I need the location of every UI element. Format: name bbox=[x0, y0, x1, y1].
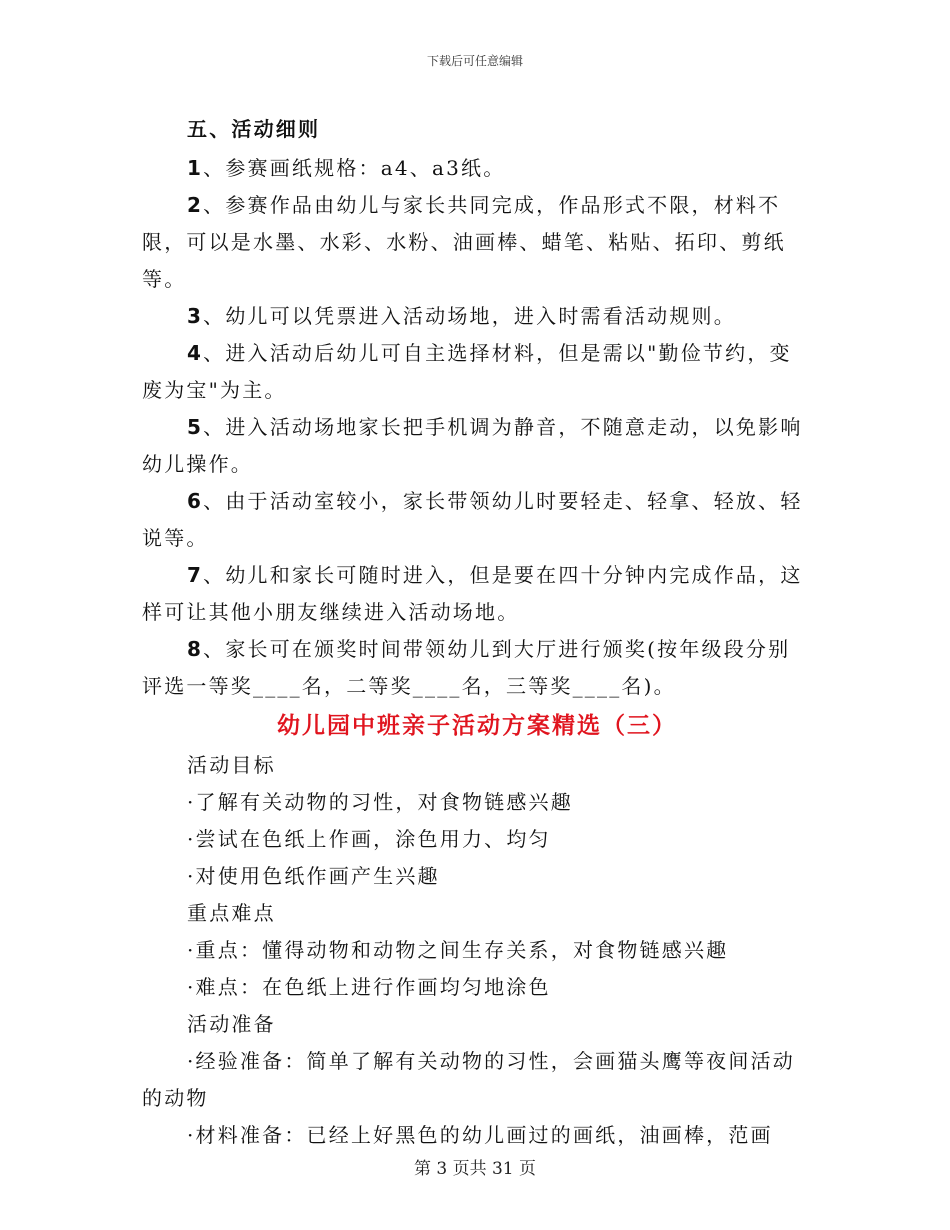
rule-item-8: 8、家长可在颁奖时间带领幼儿到大厅进行颁奖(按年级段分别评选一等奖____名，二等奖____名，三等奖____名)。 bbox=[142, 637, 791, 698]
rule-item-3: 3、幼儿可以凭票进入活动场地，进入时需看活动规则。 bbox=[187, 304, 736, 328]
section-title: 幼儿园中班亲子活动方案精选（三） bbox=[277, 712, 677, 739]
page-header: 下载后可任意编辑 bbox=[426, 54, 523, 68]
keypoint-item: ·难点：在色纸上进行作画均匀地涂色 bbox=[187, 975, 551, 999]
goal-item: ·对使用色纸作画产生兴趣 bbox=[187, 864, 440, 888]
goal-item: ·了解有关动物的习性，对食物链感兴趣 bbox=[187, 790, 573, 814]
goals-heading: 活动目标 bbox=[187, 753, 276, 777]
goal-item: ·尝试在色纸上作画，涂色用力、均匀 bbox=[187, 827, 551, 851]
document-body bbox=[142, 108, 812, 1154]
rule-item-5: 5、进入活动场地家长把手机调为静音，不随意走动，以免影响幼儿操作。 bbox=[142, 415, 803, 476]
prep-item: ·材料准备：已经上好黑色的幼儿画过的画纸，油画棒，范画 bbox=[187, 1123, 773, 1147]
keypoint-item: ·重点：懂得动物和动物之间生存关系，对食物链感兴趣 bbox=[187, 938, 729, 962]
rule-item-7: 7、幼儿和家长可随时进入，但是要在四十分钟内完成作品，这样可让其他小朋友继续进入活动场地。 bbox=[142, 563, 803, 624]
prep-heading: 活动准备 bbox=[187, 1012, 276, 1036]
rule-item-2: 2、参赛作品由幼儿与家长共同完成，作品形式不限，材料不限，可以是水墨、水彩、水粉、油画棒、蜡笔、粘贴、拓印、剪纸等。 bbox=[142, 193, 786, 291]
rule-item-4: 4、进入活动后幼儿可自主选择材料，但是需以"勤俭节约，变废为宝"为主。 bbox=[142, 341, 792, 402]
rule-item-6: 6、由于活动室较小，家长带领幼儿时要轻走、轻拿、轻放、轻说等。 bbox=[142, 489, 803, 550]
keypoints-heading: 重点难点 bbox=[187, 901, 276, 925]
page-footer: 第 3 页共 31 页 bbox=[413, 1159, 537, 1179]
section-heading: 五、活动细则 bbox=[187, 117, 321, 141]
prep-item: ·经验准备：简单了解有关动物的习性，会画猫头鹰等夜间活动的动物 bbox=[142, 1049, 795, 1110]
rule-item-1: 1、参赛画纸规格：a4、a3纸。 bbox=[187, 156, 506, 180]
